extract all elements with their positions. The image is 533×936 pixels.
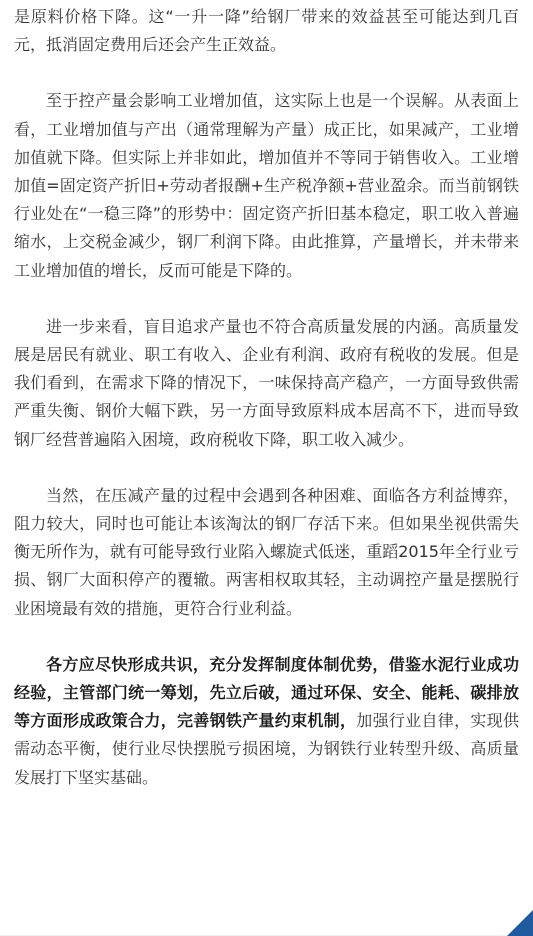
paragraph-3: 进一步来看，盲目追求产量也不符合高质量发展的内涵。高质量发展是居民有就业、职工有收入、企业有利润、政府有税收的发展。但是我们看到，在需求下降的情况下，一味保持高产稳产，一方面导致供需严重失衡、钢价大幅下跌，另一方面导致原料成本居高不下，进而导致钢厂经营普遍陷入困境，政府税收下降，职工收入减少。 — [14, 316, 519, 449]
paragraph-5-rest: 加强行业自律，实现供需动态平衡，使行业尽快摆脱亏损困境，为钢铁行业转型升级、高质量发展打下坚实基础。 — [14, 711, 519, 787]
paragraph-5-bold: 各方应尽快形成共识，充分发挥制度体制优势，借鉴水泥行业成功经验，主管部门统一筹划，先立后破，通过环保、安全、能耗、碳排放等方面形成政策合力，完善钢铁产量约束机制， — [14, 654, 519, 731]
paragraph-5 — [14, 651, 519, 792]
corner-triangle-shape — [507, 910, 533, 936]
paragraph-spacer — [14, 59, 519, 87]
paragraph-spacer — [14, 454, 519, 482]
article-body — [14, 0, 519, 792]
paragraph-spacer — [14, 623, 519, 651]
paragraph-spacer — [14, 285, 519, 313]
paragraph-4: 当然，在压减产量的过程中会遇到各种困难、面临各方利益博弈，阻力较大，同时也可能让本该淘汰的钢厂存活下来。但如果坐视供需失衡无所作为，就有可能导致行业陷入螺旋式低迷，重蹈2015年全行业亏损、钢厂大面积停产的覆辙。两害相权取其轻，主动调控产量是摆脱行业困境最有效的措施，更符合行业利益。 — [14, 485, 519, 618]
paragraph-1: 是原料价格下降。这“一升一降”给钢厂带来的效益甚至可能达到几百元，抵消固定费用后还会产生正效益。 — [14, 7, 519, 55]
corner-triangle-icon — [507, 910, 533, 936]
paragraph-2: 至于控产量会影响工业增加值，这实际上也是一个误解。从表面上看，工业增加值与产出（通常理解为产量）成正比，如果减产，工业增加值就下降。但实际上并非如此，增加值并不等同于销售收入。工业增加值=固定资产折旧+劳动者报酬+生产税净额+营业盈余。而当前钢铁行业处在“一稳三降”的形势中：固定资产折旧基本稳定，职工收入普遍缩水，上交税金减少，钢厂利润下降。由此推算，产量增长，并未带来工业增加值的增长，反而可能是下降的。 — [14, 91, 519, 280]
